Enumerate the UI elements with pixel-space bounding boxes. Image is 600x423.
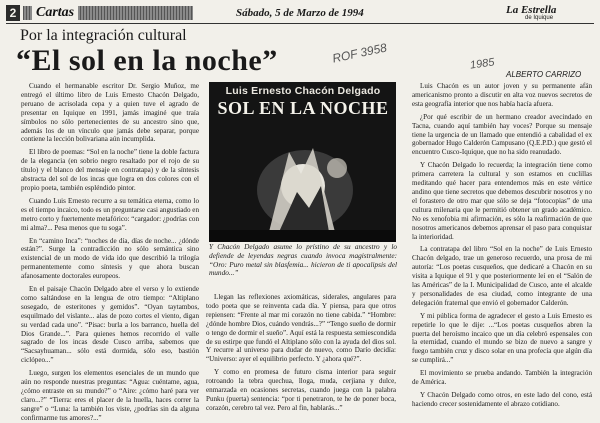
section-tag: Cartas [32, 4, 78, 21]
paragraph: Y mi pública forma de agradecer el gesto a Luis Ernesto es repetirle lo que le dije: ...“Los poetas cusqueños abren la puerta del heroísmo incaico que un día celebró espensales con la eternidad, cuando el mundo se bizo de nuevo a sangre y fuego también cruz y disco solar en una profecía que algún día se cumplirá...” [412, 311, 592, 365]
paragraph: Luego, surgen los elementos esenciales de un mundo que aún no responde nuestras preguntas: “Agua: cuéntame, agua, ¿cómo entraste en su mundo?” o “Aire: ¿cómo haré para ver claro...?” “Tierra: eres el placer de la huella, haces correr la sangre” o “Luna: la también los viste, ¿podrías sin da alguna confirmarme tus amores?...” [21, 369, 199, 422]
paragraph: Cuando el hermanable escritor Dr. Sergio Muñoz, me entregó el último libro de Luis Ernesto Chacón Delgado, peruano de acrisolada cepa y a quien tuve el agrado de presentar en Iquique en 1991, jamás imaginé que traía símbolos no sólo pertenecientes de su ancestro sino que, además los de un vínculo que jamás debe separar, porque contiene la lección bolivariana aún incumplida. [21, 82, 199, 144]
article-column-1 [21, 82, 199, 422]
photo-caption: Y Chacón Delgado asume lo prístino de su ancestro y lo defiende de leyendas negras cuando invoca magistralmente: “Oro: Puro metal sin blasfemia... hicieron de ti apocalipsis del mundo...” [209, 242, 397, 278]
paragraph: La contratapa del libro “Sol en la noche” de Luis Ernesto Chacón delgado, trae un generoso recuerdo, una prosa de mi autoría: “Los poetas cusqueños, que dedicaré a Chacón en su visita a Iquique el 91 y que posteriormente leí en el “Salón de las Américas” de la I. Municipalidad de Cusco, ante el alcalde y personalidades de esa ciudad, como integrante de una delegación fraternal que envió el gobernador Calderón. [412, 245, 592, 307]
paragraph: Y Chacón Delgado como otros, en este lado del cono, está haciendo crecer sostenidamente el abrazo cotidiano. [412, 391, 592, 408]
page-header [6, 4, 594, 24]
paragraph: Y Chacón Delgado lo recuerda; la integración tiene como primera carretera la cultural y son estamos en cuclillas meditando qué hacer para entendernos más en este vértice andino que tiene secretos que debemos descubrir nosotros y no el forastero de otro mar que sólo se deja “fotocopias” de una cultura milenaria que le permitió obtener un grado académico. No es xenofobia mi afirmación, es sólo la reafirmación de que nosotros americanos debemos aprensar el paso para conquistar la interioridad. [412, 161, 592, 241]
paragraph: En “camino Inca”: “noches de día, días de noche... ¿dónde están?”. Surge la contradicción no sólo semántica sino existencial de un modo de vida ido que describió la trilogía permanentemente como síntesis y que ahora buscan afanosamente doctorales europeos. [21, 236, 199, 281]
paragraph: Llegan las reflexiones axiomáticas, siderales, angulares para todo poeta que se reinventa cada día. Y piensa, para que otros repiensen: “Frente al mar mi corazón no tiene cabida.” “Hombre: ¿dónde hombre Dios, cuándo vendrás...?” “Tengo sueño de dormir o tengo de dormir el sueño”. Aquí está la respuesta semiescondida de su estirpe que fundó el Altiplano sólo con la ayuda del dios sol. Y recurre al universo para dudar de nuevo, como Darío decidía: “Universo: ayer el equilibrio perfecto. Y ¿ahora qué?”. [206, 293, 396, 364]
article-column-2 [206, 293, 396, 413]
cover-title: SOL EN LA NOCHE [217, 98, 389, 118]
kicker: Por la integración cultural [20, 27, 187, 44]
paragraph: Y como en promesa de futuro cisma interior para seguir rotroando la tebra quechua, lloga, muda, cerjiana y dulce, enmarzada en ocasiones secretas, cuando juega con la palabra Punku (puerta) sentencia: “por ti penetraron, te he de poner boca, corazón, cerebro tal vez. Pero al fin, hablarás...” [206, 368, 396, 412]
paragraph: El movimiento se prueba andando. También la integración de América. [412, 369, 592, 387]
newspaper-logo: La Estrella [506, 4, 557, 16]
article-author: ALBERTO CARRIZO [506, 70, 582, 79]
paragraph: Cuando Luis Ernesto recurre a su temática eterna, como lo es el tiempo incaico, todo es un preguntarse casi angustiado en metro corto y fuertemente metafórico: “cargador: ¿podrías con mi alma?... Pesa menos que tu soga”. [21, 196, 199, 232]
headline: “El sol en la noche” [16, 44, 278, 77]
page-number: 2 [6, 5, 20, 21]
handwritten-year: 1985 [469, 56, 496, 72]
book-cover-photo [209, 82, 396, 242]
paragraph: Luis Chacón es un autor joven y su permanente afán americanismo pronto a discutir en alta voz nuevos secretos de esta geografía interior que nos había hacía afuera. [412, 82, 592, 108]
article-column-3 [412, 82, 592, 412]
issue-date: Sábado, 5 de Marzo de 1994 [236, 7, 364, 19]
paragraph: En el paisaje Chacón Delgado abre el verso y lo extiende como saltándose en la lengua de otro tiempo: “Altiplano sosegado, de esteritones y gemidos”. “Oyan taytambos, esquilmado del vislante... alas de pozo cortes el viento, digan su verdad cada uno”. “Pisac: burla a los barranco, huella del Dios Grande...”. Para quienes hemos recorrido el valle sagrado de los incas desde Cusco arriba, sabemos que “Sacsayhuaman... sólo está dormida, sólo eso, bastión ciclópeo...” [21, 285, 199, 365]
newspaper-logo-sub: de Iquique [525, 15, 554, 21]
paragraph: El libro de poemas: “Sol en la noche” tiene la doble factura de la elegancia (en sobrio negro resaltado por el rojo de su título) y el blanco del mensaje en contratapa) y de la síntesis abstracta del sol de los incas que logra en dos colores con el propio poeta, también espléndido pintor. [21, 148, 199, 192]
archive-stamp: ROF 3958 [331, 40, 389, 66]
paragraph: ¿Por qué escribir de un hermano creador avecindado en Tacna, cuando aquí también hay voces? Porque su mensaje tiene la urgencia de un llamado que entendió a cabalidad el ex gobernador Hugo Calderón Campusano (Q.E.P.D.) que gestó el encuentro Cusco-Iquique, que no ha sido reanudado. [412, 112, 592, 157]
cover-author: Luis Ernesto Chacón Delgado [225, 85, 381, 97]
header-rule [6, 23, 594, 24]
